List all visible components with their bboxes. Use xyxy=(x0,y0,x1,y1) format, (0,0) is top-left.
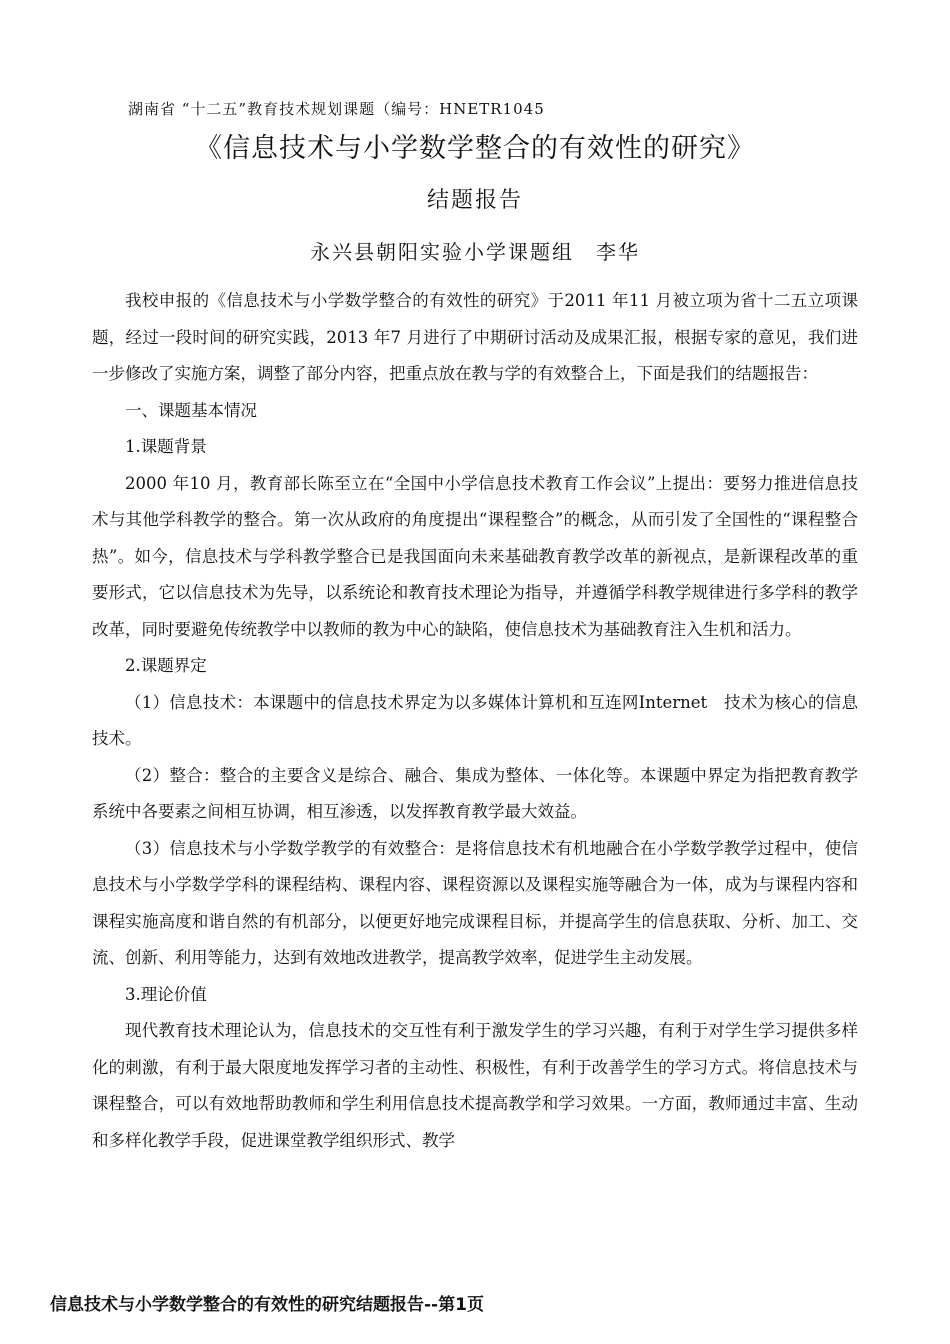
paragraph-definition-2: （2）整合：整合的主要含义是综合、融合、集成为整体、一体化等。本课题中界定为指把教育教学系统中各要素之间相互协调，相互渗透，以发挥教育教学最大效益。 xyxy=(92,765,858,821)
paragraph-definition-1: （1）信息技术：本课题中的信息技术界定为以多媒体计算机和互连网Internet 技术为核心的信息技术。 xyxy=(92,692,858,748)
paragraph-background: 2000 年10 月，教育部长陈至立在“全国中小学信息技术教育工作会议”上提出：要努力推进信息技术与其他学科教学的整合。第一次从政府的角度提出“课程整合”的概念，从而引发了全国性的“课程整合热”。如今，信息技术与学科教学整合已是我国面向未来基础教育教学改革的新视点，是新课程改革的重要形式，它以信息技术为先导，以系统论和教育技术理论为指导，并遵循学科教学规律进行多学科的教学改革，同时要避免传统教学中以教师的教为中心的缺陷，使信息技术为基础教育注入生机和活力。 xyxy=(92,473,858,639)
paragraph-definition-3: （3）信息技术与小学数学教学的有效整合：是将信息技术有机地融合在小学数学教学过程中，使信息技术与小学数学学科的课程结构、课程内容、课程资源以及课程实施等融合为一体，成为与课程内容和课程实施高度和谐自然的有机部分，以便更好地完成课程目标，并提高学生的信息获取、分析、加工、交流、创新、利用等能力，达到有效地改进教学，提高教学效率，促进学生主动发展。 xyxy=(92,838,858,967)
project-number-line: 湖南省 “十二五”教育技术规划课题（编号：HNETR1045 xyxy=(128,100,545,118)
paragraph-theory: 现代教育技术理论认为，信息技术的交互性有利于激发学生的学习兴趣，有利于对学生学习提供多样化的刺激，有利于最大限度地发挥学习者的主动性、积极性，有利于改善学生的学习方式。将信息技术与课程整合，可以有效地帮助教师和学生利用信息技术提高教学和学习效果。一方面，教师通过丰富、生动和多样化教学手段，促进课堂教学组织形式、教学 xyxy=(92,1021,858,1150)
page-footer: 信息技术与小学数学整合的有效性的研究结题报告--第1页 xyxy=(50,1295,484,1315)
paragraph-intro: 我校申报的《信息技术与小学数学整合的有效性的研究》于2011 年11 月被立项为省十二五立项课题，经过一段时间的研究实践，2013 年7 月进行了中期研讨活动及成果汇报，根据专家的意见，我们进一步修改了实施方案，调整了部分内容，把重点放在教与学的有效整合上，下面是我们的结题报告： xyxy=(92,291,858,383)
report-author: 永兴县朝阳实验小学课题组 李华 xyxy=(310,240,640,264)
subsection-heading-background: 1.课题背景 xyxy=(125,437,207,456)
report-body xyxy=(92,283,858,1159)
subsection-heading-definition: 2.课题界定 xyxy=(125,656,207,675)
report-subtitle: 结题报告 xyxy=(426,188,523,213)
report-title: 《信息技术与小学数学整合的有效性的研究》 xyxy=(195,133,755,164)
section-heading-basic-info: 一、课题基本情况 xyxy=(125,400,257,420)
subsection-heading-theory: 3.理论价值 xyxy=(125,984,207,1004)
